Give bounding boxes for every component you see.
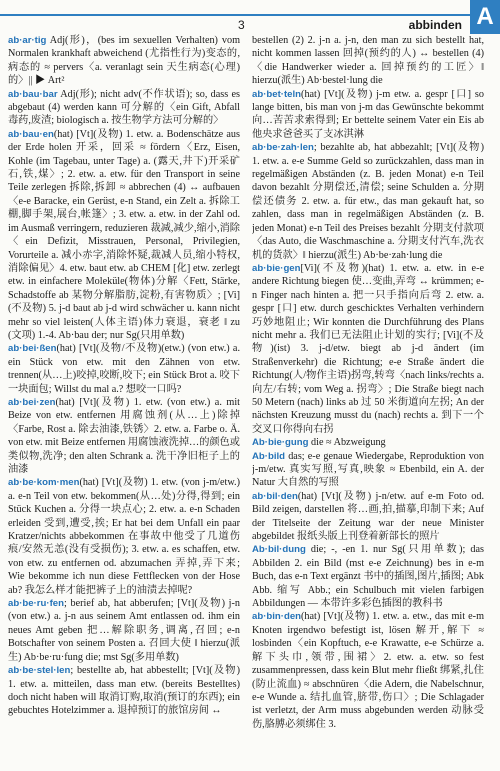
dictionary-entry <box>8 128 240 343</box>
headword: ab·bei·zen <box>8 396 56 408</box>
entry-definition: [Vi](不及物)(hat) 1. etw. a. etw. in e-e andere Richtung biegen 使…变曲,弄弯 ↔ krümmen; e-n Finger nach hinten a. 把一只手指向后弯 2. etw. a. gespr [口] etw. durch geschicktes Verhalten verhindern 巧妙地阻止; Wir konnten die Durchführung des Plans nicht mehr a. 我们已无法阻止计划的实行; [Vi](不及物)(ist) 3. j-d/etw. biegt ab j-d ändert (im Straßenverkehr) die Richtung; e-e Straße ändert die Richtung(人/物作主语)拐弯,转弯〈nach links/rechts a. 向左/右转; vom Weg a. 拐弯〉; Die Straße biegt nach 50 Metern (nach) links ab 过 50 米街道向左拐; An der nächsten Kreuzung musst du (nach) rechts a. 到下一个交叉口你得向右拐 <box>252 262 484 435</box>
headword: ab·be·stel·len <box>8 665 71 677</box>
headword: ab·bie·gen <box>252 262 301 274</box>
entry-definition: Adj(形)，(bes im sexuellen Verhalten) vom Normalen krankhaft abweichend (尤指性行为)变态的,病态的 ≈ pervers〈a. veranlagt sein 天生病态(心理)的〉|| ▶ Art² <box>8 35 240 87</box>
entry-definition: ; berief ab, hat abberufen; [Vt](及物) j-n (von etw.) a. j-n aus seinem Amt entlassen od. ihm ein neues Amt geben 把…解除职务,调离,召回; e-n Botschafter von seinem Posten a. 召回大使 ‖ hierzu(派生) Ab·be·ru·fung die; mst Sg(多用单数) <box>8 598 240 663</box>
dictionary-entry <box>8 88 240 128</box>
guide-word: abbinden <box>408 18 462 32</box>
thumb-index-tab[interactable]: A <box>470 0 500 34</box>
dictionary-entry <box>252 450 484 490</box>
entry-definition: (hat) [Vt](及物) j-n/etw. auf e-m Foto od. Bild zeigen, darstellen 将…画,拍,描摹,印制下来; Auf der Titelseite der Zeitung war der neue Minister abgebildet 报纸头版上刊登着新部长的照片 <box>252 490 484 543</box>
dictionary-entry <box>252 34 484 88</box>
headword: ab·bau·en <box>8 128 54 140</box>
entry-definition: Adj(形); nicht adv(不作状语); so, dass es abgebaut (4) werden kann 可分解的〈ein Gift, Abfall 毒药,废渣; biologisch a. 按生物学方法可分解的〉 <box>8 88 240 127</box>
entry-definition: (hat) [Vt](及物) j-m etw. a. gespr [口] so lange bitten, bis man von j-m das Gewünschte bekommt 向…苦苦求索得到; Er bettelte seinem Vater ein Eis ab 他央求爸爸买了支冰淇淋 <box>252 88 484 140</box>
headword: ab·ar·tig <box>8 35 47 46</box>
headword: ab·bei·ßen <box>8 343 57 355</box>
dictionary-entry <box>252 543 484 610</box>
dictionary-entry <box>8 597 240 664</box>
entry-definition: die ≈ Abzweigung <box>308 437 386 449</box>
headword: ab·bau·bar <box>8 88 58 100</box>
dictionary-entry <box>8 476 240 597</box>
headword: ab·be·zah·len <box>252 142 314 154</box>
headword: ab·bil·den <box>252 490 298 502</box>
dictionary-entry <box>8 396 240 476</box>
right-column <box>252 34 484 764</box>
page-number: 3 <box>238 18 245 32</box>
entry-definition: (hat) [Vt](及物/不及物)(etw.) (von etw.) a. ein Stück von etw. mit den Zähnen von etw. trennen(从…上)咬掉,咬断,咬下; ein Stück Brot a. 咬下一块面包; Willst du mal a.? 想咬一口吗? <box>8 343 240 395</box>
headword: ab·be·kom·men <box>8 477 80 489</box>
headword: ab·be·ru·fen <box>8 598 64 610</box>
dictionary-entry <box>252 141 484 262</box>
headword: Ab·bil·dung <box>252 544 306 556</box>
headword: ab·bet·teln <box>252 88 302 100</box>
entry-definition: (hat) [Vt](及物) 1. etw. (von etw.) a. mit Beize von etw. entfernen 用腐蚀剂(从…上)除掉〈Farbe, Rost a. 除去油漆,铁锈〉2. etw. a. Farbe o. Ä. von etw. mit Beize entfernen 用腐蚀液洗掉…的颜色或类似物,洗净; den alten Schrank a. 洗干净旧柜子上的油漆 <box>8 396 240 475</box>
headword: Ab·bie·gung <box>252 437 309 449</box>
dictionary-entry <box>252 610 484 731</box>
dictionary-entry <box>8 342 240 396</box>
dictionary-entry <box>8 34 240 88</box>
entry-definition: (hat) [Vt](及物) 1. etw. a. etw., das mit e-m Knoten irgendwo befestigt ist, lösen 解开,解下 ≈ losbinden〈ein Kopftuch, e-e Krawatte, e-e Schürze a. 解下头巾,领带,围裙〉2. etw. a. etw. so fest zusammenpressen, dass kein Blut mehr fließt 绑紧,扎住(防止流血) ≈ abschnüren〈die Adern, die Nabelschnur, e-e Wunde a. 结扎血管,脐带,伤口〉; Die Schlagader ist verletzt, der Arm muss abgebunden werden 动脉受伤,胳膊必须绑住 3. <box>252 611 484 730</box>
entry-definition: ; bezahlte ab, hat abbezahlt; [Vt](及物) 1. etw. a. e-e Summe Geld so zurückzahlen, dass man in regelmäßigen Abständen (z. B. jeden Monat) e-n Teil davon bezahlt 分期偿还,清偿; seine Schulden a. 分期偿还债务 2. etw. a. für etw., das man gekauft hat, so zahlen, dass man in regelmäßigen Abständen (z. B. jeden Monat) e-n Teil des Preises bezahlt 分期支付款项〈das Auto, die Waschmaschine a. 分期支付汽车,洗衣机的货款〉‖ hierzu(派生) Ab·be·zah·lung die <box>252 142 484 261</box>
dictionary-entry <box>252 88 484 142</box>
dictionary-entry <box>252 436 484 449</box>
entry-definition: (hat) [Vt](及物) 1. etw. (von j-m/etw.) a. e-n Teil von etw. bekommen(从…处)分得,得到; ein Stück Kuchen a. 分得一块点心; 2. etw. a. e-n Schaden erleiden 受到,遭受,挨; Er hat bei dem Unfall ein paar Kratzer/nichts abbekommen 在事故中他受了几道伤痕/安然无恙(没有受损伤); 3. etw. a. es schaffen, etw. von etw. zu entfernen od. abzumachen 弄掉,弄下来; Wie bekomme ich nun diese Fettflecken von der Hose ab? 我怎么样才能把裤子上的油渍去掉呢? <box>8 477 240 596</box>
headword: ab·bin·den <box>252 611 302 623</box>
dictionary-entry <box>8 664 240 718</box>
dictionary-page <box>8 34 484 764</box>
entry-definition: (hat) [Vt](及物) 1. etw. a. Bodenschätze aus der Erde holen 开采，回采 ≈ fördern〈Erz, Eisen, Kohle (im Tagebau, unter Tage) a. (露天,井下)开采矿石,铁,煤〉; 2. etw. a. etw. für den Transport in seine Teile zerlegen 拆除,拆卸 ≈ abbrechen (4) ↔ aufbauen〈e-e Baracke, ein Gerüst, e-n Stand, ein Zelt a. 拆除工棚,脚手架,展台,帐篷〉; 3. etw. a. etw. in der Zahl od. im Ausmaß verringern, reduzieren 裁减,减少,缩小,消除〈ein Defizit, Misstrauen, Personal, Privilegien, Vorurteile a. 减小赤字,消除怀疑,裁减人员,缩小特权,消除偏见〉4. etw. baut etw. ab CHEM [化] etw. zerlegt etw. in einfachere Moleküle(物体)分解〈Fett, Stärke, Schadstoffe ab 某物分解脂肪,淀粉,有害物质〉; [Vi](不及物) 5. j-d baut ab j-d wird schwächer u. kann nicht mehr so viel leisten(人体主语)体力衰退，衰老 ‖ zu (文项) 1.-4. Ab·bau der; nur Sg(只用单数) <box>8 128 240 341</box>
dictionary-entry <box>252 262 484 436</box>
header-rule <box>0 14 470 16</box>
dictionary-entry <box>252 490 484 544</box>
page-header <box>0 0 500 34</box>
headword: Ab·bild <box>252 450 286 462</box>
entry-definition: das; e-e genaue Wiedergabe, Reproduktion von j-m/etw. 真实写照,写真,映象 ≈ Ebenbild, ein A. der Natur 大自然的写照 <box>252 450 484 489</box>
entry-definition: bestellen (2) 2. j-n a. j-n, den man zu sich bestellt hat, nicht kommen lassen 回掉(预约的人) ↔ bestellen (4)〈die Handwerker wieder a. 回掉预约的工匠〉‖ hierzu(派生) Ab·bestel·lung die <box>252 35 484 87</box>
entry-definition: die; -, -en 1. nur Sg(只用单数); das Abbilden 2. ein Bild (mst e-e Zeichnung) bes in e-m Buch, das e-n Text ergänzt 书中的插图,图片,插图; Abk Abb. 缩写 Abb.; ein Schulbuch mit vielen farbigen Abbildungen — 本带许多彩色插图的教科书 <box>252 544 484 610</box>
entry-definition: ; bestellte ab, hat abbestellt; [Vt](及物) 1. etw. a. mitteilen, dass man etw. (bereits Bestelltes) doch nicht haben will 取消订购,取消(预订的东西); ein gebuchtes Hotelzimmer a. 退掉预订的旅馆房间 ↔ <box>8 665 240 717</box>
left-column <box>8 34 240 764</box>
